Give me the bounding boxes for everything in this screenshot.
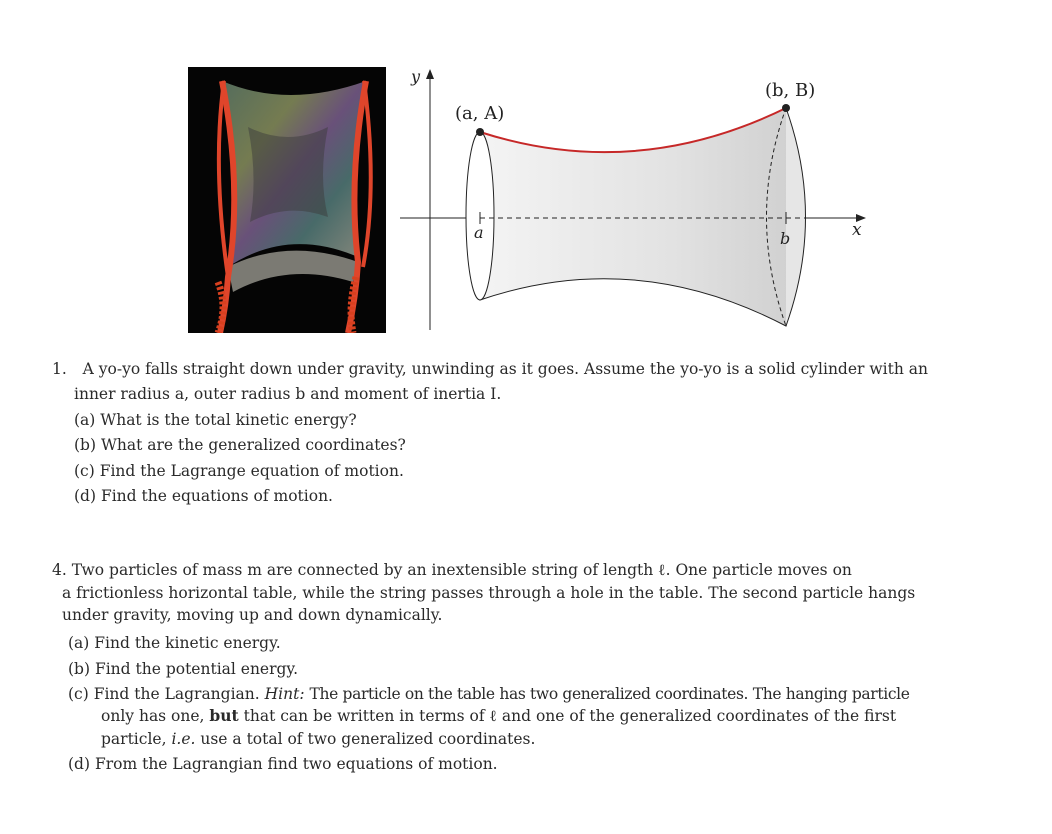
hint-text: use a total of two generalized coordinates. (200, 730, 536, 748)
part-text: Find the potential energy. (94, 660, 299, 678)
y-axis-label: y (411, 67, 421, 86)
x-axis-label: x (852, 220, 862, 240)
problem-text: a frictionless horizontal table, while the string passes through a hole in the table. The second particle hangs (62, 584, 916, 602)
problem-text: Two particles of mass m are connected by an inextensible string of length ℓ. One particle moves on (71, 561, 852, 579)
hint-bold: but (209, 706, 239, 725)
problem-text: inner radius a, outer radius b and moment of inertia I. (74, 385, 502, 403)
hint-label: Hint: (264, 685, 305, 703)
hint-text: that can be written in terms of ℓ and one of the generalized coordinates of the first (243, 707, 897, 725)
catenoid-diagram (395, 62, 875, 334)
part-text: What are the generalized coordinates? (100, 436, 406, 454)
tick-label-a: a (474, 223, 484, 242)
part-text: Find the kinetic energy. (94, 634, 281, 652)
problem-text: under gravity, moving up and down dynamically. (62, 606, 443, 624)
part-text: Find the equations of motion. (100, 487, 333, 505)
point-bB (782, 104, 790, 112)
hint-text: particle, (101, 730, 167, 748)
problem-number: 4. (52, 561, 67, 579)
soap-film-photo (188, 67, 386, 333)
problem-number: 1. (52, 360, 67, 378)
part-label: (d) (74, 487, 97, 505)
label-bB: (b, B) (765, 80, 816, 101)
tick-label-b: b (780, 229, 791, 248)
part-label: (b) (74, 436, 97, 454)
part-label: (c) (74, 462, 95, 480)
part-label: (b) (68, 660, 91, 678)
part-label: (c) (68, 685, 89, 703)
label-aA: (a, A) (455, 103, 505, 124)
hint-text: The particle on the table has two generalized coordinates. The hanging particle (309, 685, 910, 703)
part-label: (a) (74, 411, 96, 429)
problem-text: A yo-yo falls straight down under gravity, unwinding as it goes. Assume the yo-yo is a solid cylinder with an (82, 360, 928, 378)
part-label: (d) (68, 755, 91, 773)
part-text: From the Lagrangian find two equations of motion. (94, 755, 498, 773)
part-text: What is the total kinetic energy? (100, 411, 357, 429)
hint-ie: i.e. (171, 730, 196, 748)
hint-text: only has one, (101, 707, 205, 725)
point-aA (476, 128, 484, 136)
part-label: (a) (68, 634, 90, 652)
part-text: Find the Lagrangian. (93, 685, 260, 703)
part-text: Find the Lagrange equation of motion. (99, 462, 404, 480)
